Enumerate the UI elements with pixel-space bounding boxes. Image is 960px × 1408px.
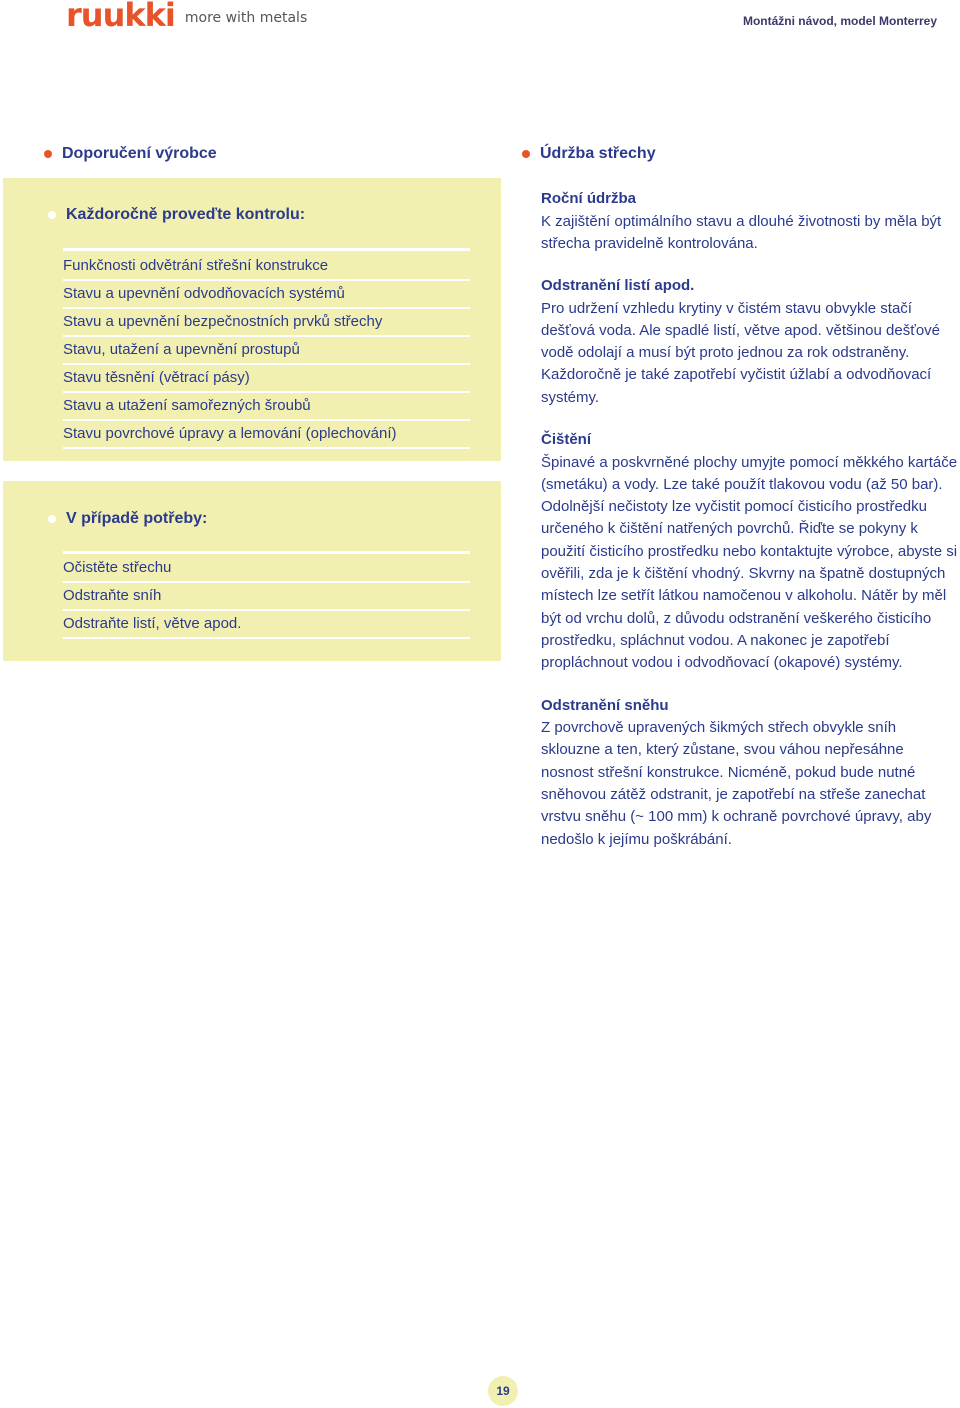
left-section-heading (44, 145, 217, 163)
divider (63, 551, 470, 554)
bullet-icon (44, 150, 52, 158)
bullet-icon (48, 515, 56, 523)
list-item: Stavu těsnění (větrací pásy) (63, 365, 470, 393)
list-item: Stavu a utažení samořezných šroubů (63, 393, 470, 421)
bullet-icon (522, 150, 530, 158)
snow-removal-block (541, 695, 959, 851)
logo-wordmark: ruukki (66, 0, 175, 34)
list-item: Odstraňte listí, větve apod. (63, 611, 470, 639)
as-needed-box-title: V případě potřeby: (66, 510, 208, 527)
page-number: 19 (488, 1376, 518, 1406)
right-section-heading (522, 145, 656, 163)
inspection-list (63, 253, 470, 449)
block-title: Odstranění listí apod. (541, 277, 695, 295)
block-text: Z povrchově upravených šikmých střech obvykle sníh sklouzne a ten, který zůstane, svou váhou nepřesáhne nosnost střešní konstrukce. Nicméně, pokud bude nutné sněhovou zátěž odstranit, je zapotřebí na střeše zanechat vrstvu sněhu (~ 100 mm) k ochraně povrchové úpravy, aby nedošlo k jejímu poškrábání. (541, 719, 932, 848)
right-section-title: Údržba střechy (540, 145, 656, 162)
block-text: Špinavé a poskvrněné plochy umyjte pomocí měkkého kartáče (smetáku) a vody. Lze také použít tlakovou vodu (až 50 bar). Odolnější nečistoty lze vyčistit pomocí čisticího prostředku určeného k čištění natřených povrchů. Řiďte se pokyny k použití čisticího prostředku nebo kontaktujte výrobce, abyste si ověřili, zda je k čištění vhodný. Skvrny na špatně dostupných místech lze setřít látkou namočenou v alkoholu. Nátěr by měl být od vrchu dolů, z důvodu odstranění veškerého čisticího prostředku, spláchnut vodou. A nakonec je zapotřebí propláchnout vodou i odvodňovací (okapové) systémy. (541, 453, 958, 672)
block-title: Odstranění sněhu (541, 696, 669, 714)
brand-logo (66, 0, 308, 34)
left-section-title: Doporučení výrobce (62, 145, 217, 162)
list-item: Stavu povrchové úpravy a lemování (oplechování) (63, 421, 470, 449)
divider (63, 248, 470, 251)
block-title: Čištění (541, 431, 592, 449)
inspection-box-heading (48, 206, 305, 224)
block-title: Roční údržba (541, 190, 637, 207)
list-item: Stavu a upevnění bezpečnostních prvků střechy (63, 309, 470, 337)
annual-maintenance-block (541, 188, 959, 255)
list-item: Očistěte střechu (63, 555, 470, 583)
inspection-box-title: Každoročně proveďte kontrolu: (66, 206, 306, 223)
block-text: Pro udržení vzhledu krytiny v čistém stavu obvykle stačí dešťová voda. Ale spadlé listí, větve apod. většinou dešťové vodě odolají a musí být proto jednou za rok odstraněny. Každoročně je také zapotřebí vyčistit úžlabí a odvodňovací systémy. (541, 299, 941, 406)
block-text: K zajištění optimálního stavu a dlouhé životnosti by měla být střecha pravidelně kontrolována. (541, 212, 942, 252)
maintenance-content (541, 188, 959, 871)
document-title: Montážni návod, model Monterrey (742, 14, 937, 28)
list-item: Stavu, utažení a upevnění prostupů (63, 337, 470, 365)
logo-tagline: more with metals (184, 10, 308, 26)
list-item: Odstraňte sníh (63, 583, 470, 611)
bullet-icon (48, 211, 56, 219)
list-item: Stavu a upevnění odvodňovacích systémů (63, 281, 470, 309)
as-needed-list (63, 555, 470, 639)
cleaning-block (541, 429, 959, 674)
as-needed-box-heading (48, 510, 207, 528)
list-item: Funkčnosti odvětrání střešní konstrukce (63, 253, 470, 281)
leaf-removal-block (541, 275, 959, 409)
